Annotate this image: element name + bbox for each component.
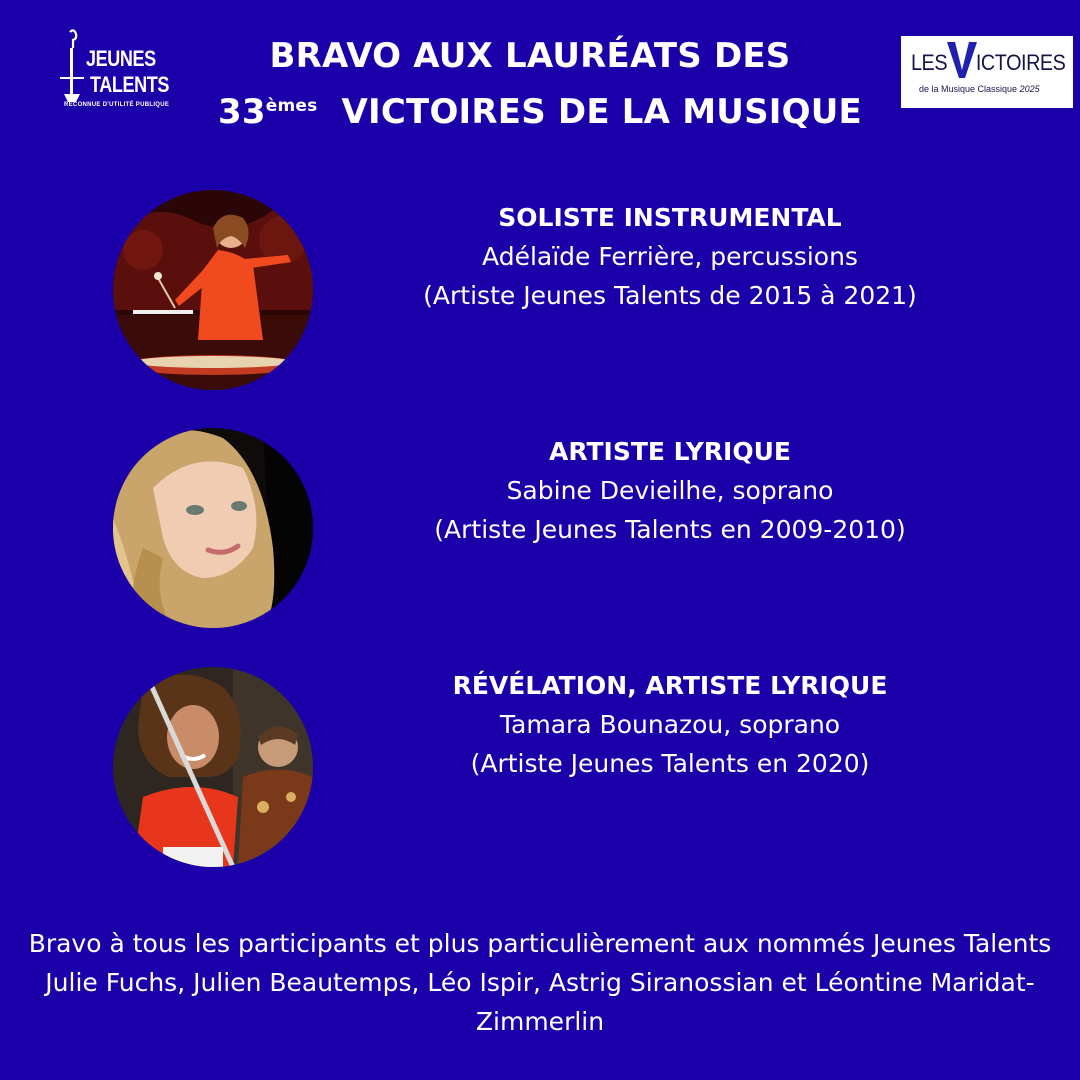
title-ordinal-number: 33 bbox=[218, 92, 266, 132]
jeunes-talents-logo bbox=[58, 28, 170, 114]
award-category: ARTISTE LYRIQUE bbox=[549, 437, 791, 466]
victoires-year: 2025 bbox=[1019, 84, 1040, 94]
soprano-portrait-photo bbox=[113, 428, 313, 628]
footer-congratulations: Bravo à tous les participants et plus particulièrement aux nommés Jeunes Talents Julie Fuchs, Julien Beautemps, Léo Ispir, Astrig Siranossian et Léontine Maridat-Zimmerlin bbox=[28, 929, 1052, 1036]
victoires-wordmark bbox=[911, 50, 1065, 76]
victoires-prefix: LES bbox=[911, 50, 948, 75]
award-note: (Artiste Jeunes Talents en 2009-2010) bbox=[434, 515, 906, 544]
logo-tagline: RECONNUE D'UTILITÉ PUBLIQUE bbox=[64, 102, 170, 108]
victoires-rest: ICTOIRES bbox=[975, 50, 1066, 75]
victoires-subtitle-text: de la Musique Classique bbox=[919, 84, 1018, 94]
award-category: RÉVÉLATION, ARTISTE LYRIQUE bbox=[452, 671, 888, 700]
violin-scroll-icon bbox=[60, 28, 84, 108]
award-category: SOLISTE INSTRUMENTAL bbox=[498, 203, 842, 232]
logo-word-talents: TALENTS bbox=[90, 72, 169, 97]
victoires-logo bbox=[901, 36, 1073, 108]
award-note: (Artiste Jeunes Talents de 2015 à 2021) bbox=[423, 281, 917, 310]
award-soliste-instrumental bbox=[380, 198, 960, 315]
title-line-2-text: VICTOIRES DE LA MUSIQUE bbox=[341, 92, 862, 132]
page-title bbox=[180, 28, 900, 140]
percussionist-photo bbox=[113, 190, 313, 390]
victoires-subtitle bbox=[919, 84, 1040, 94]
award-winner: Sabine Devieilhe, soprano bbox=[506, 476, 834, 505]
title-ordinal-suffix: èmes bbox=[265, 96, 318, 116]
logo-word-jeunes: JEUNES bbox=[86, 46, 156, 71]
award-artiste-lyrique bbox=[380, 432, 960, 549]
singer-on-stage-photo bbox=[113, 667, 313, 867]
award-winner: Adélaïde Ferrière, percussions bbox=[482, 242, 858, 271]
award-revelation-artiste-lyrique bbox=[380, 666, 960, 783]
victoires-v-icon bbox=[947, 40, 977, 80]
title-line-1: BRAVO AUX LAURÉATS DES bbox=[269, 36, 791, 76]
award-winner: Tamara Bounazou, soprano bbox=[499, 710, 841, 739]
award-note: (Artiste Jeunes Talents en 2020) bbox=[470, 749, 870, 778]
title-line-2 bbox=[180, 84, 900, 140]
